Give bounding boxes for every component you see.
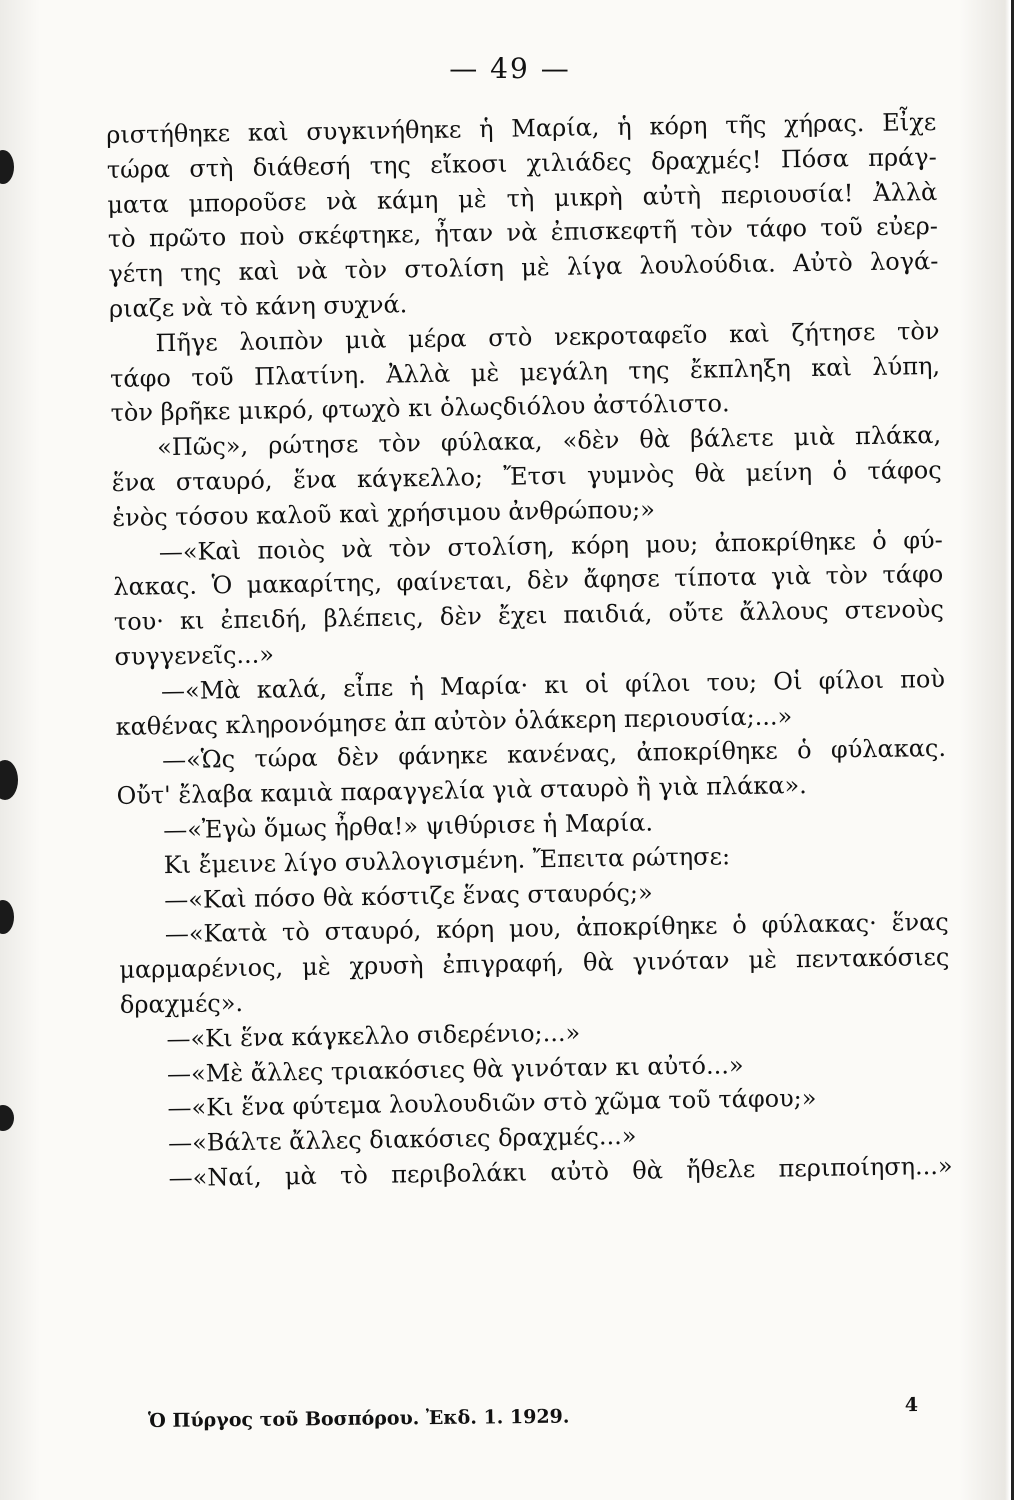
footer [148, 1393, 919, 1432]
text-line: τώρα στὴ διάθεσή της εἴκοσι χιλιάδες δραχμές! Πόσα πράγ- [106, 142, 937, 184]
text-line: γέτη της καὶ νὰ τὸν στολίση μὲ λίγα λουλούδια. Αὐτὸ λογά- [108, 247, 939, 289]
text-line: —«Μὲ ἄλλες τριακόσιες θὰ γινόταν κι αὐτό...» [166, 1050, 744, 1088]
text-line: —«Καὶ πόσο θὰ κόστιζε ἕνας σταυρός;» [164, 878, 653, 914]
text-line: δραχμές». [119, 988, 244, 1019]
text-line: Πῆγε λοιπὸν μιὰ μέρα στὸ νεκροταφεῖο καὶ ζήτησε τὸν [155, 316, 940, 358]
text-line: ἕνα σταυρό, ἕνα κάγκελλο; Ἔτσι γυμνὸς θὰ μείνη ὁ τάφος [111, 455, 942, 497]
text-line: Κι ἔμεινε λίγο συλλογισμένη. Ἔπειτα ρώτησε: [163, 842, 731, 879]
text-line: ριστήθηκε καὶ συγκινήθηκε ἡ Μαρία, ἡ κόρη τῆς χήρας. Εἶχε [106, 107, 937, 149]
binding-hole [0, 1105, 14, 1131]
text-line: ριαζε νὰ τὸ κάνη συχνά. [108, 290, 408, 323]
text-line: τὸ πρῶτο ποὺ σκέφτηκε, ἦταν νὰ ἐπισκεφτῆ τὸν τάφο τοῦ εὐερ- [107, 212, 939, 254]
text-line: —«Κι ἕνα κάγκελλο σιδερένιο;...» [166, 1018, 581, 1053]
text-line: μαρμαρένιος, μὲ χρυσὴ ἐπιγραφή, θὰ γινόταν μὲ πεντακόσιες [119, 942, 950, 985]
footer-source: Ὁ Πύργος τοῦ Βοσπόρου. Ἐκδ. 1. 1929. [148, 1405, 570, 1432]
signature-mark: 4 [904, 1393, 919, 1417]
text-line: —«Μὰ καλά, εἶπε ἡ Μαρία· κι οἱ φίλοι του; Οἱ φίλοι ποὺ [160, 664, 946, 705]
binding-hole [0, 150, 14, 184]
text-line: ἑνὸς τόσου καλοῦ καὶ χρήσιμου ἀνθρώπου;» [112, 495, 656, 532]
text-line: —«Ναί, μὰ τὸ περιβολάκι αὐτὸ θὰ ἤθελε περιποίηση...» [168, 1151, 953, 1193]
text-line: λακας. Ὁ μακαρίτης, φαίνεται, δὲν ἄφησε τίποτα γιὰ τὸν τάφο [113, 560, 944, 602]
text-line: ματα μποροῦσε νὰ κάμη μὲ τὴ μικρὴ αὐτὴ περιουσία! Ἀλλὰ [107, 177, 938, 219]
page-edge [1011, 0, 1014, 1500]
text-line: —«Ὡς τώρα δὲν φάνηκε κανένας, ἀποκρίθηκε ὁ φύλακας. [161, 734, 947, 775]
text-line: καθένας κληρονόμησε ἀπ αὐτὸν ὁλάκερη περιουσία;...» [115, 701, 793, 741]
binding-hole [0, 760, 18, 800]
text-line: —«Κατὰ τὸ σταυρό, κόρη μου, ἀποκρίθηκε ὁ φύλακας· ἕνας [164, 908, 949, 949]
body-text [106, 105, 953, 1197]
text-line: —«Κι ἕνα φύτεμα λουλουδιῶν στὸ χῶμα τοῦ τάφου;» [167, 1084, 817, 1123]
text-line: —«Βάλτε ἄλλες διακόσιες δραχμές...» [167, 1121, 637, 1158]
text-line: τάφο τοῦ Πλατίνη. Ἀλλὰ μὲ μεγάλη της ἔκπληξη καὶ λύπη, [109, 351, 941, 393]
text-line: συγγενεῖς...» [114, 640, 275, 671]
text-line: «Πῶς», ρώτησε τὸν φύλακα, «δὲν θὰ βάλετε μιὰ πλάκα, [156, 421, 942, 462]
text-line: —«Ἐγὼ ὅμως ἦρθα!» ψιθύρισε ἡ Μαρία. [162, 808, 654, 845]
text-line: τὸν βρῆκε μικρό, φτωχὸ κι ὁλωςδιόλου ἀστόλιστο. [110, 389, 730, 428]
binding-hole [0, 900, 14, 934]
text-line: —«Καὶ ποιὸς νὰ τὸν στολίση, κόρη μου; ἀποκρίθηκε ὁ φύ- [158, 525, 943, 566]
text-line: του· κι ἐπειδή, βλέπεις, δὲν ἔχει παιδιά, οὔτε ἄλλους στενοὺς [113, 595, 945, 637]
text-line: Οὔτ' ἔλαβα καμιὰ παραγγελία γιὰ σταυρὸ ἢ γιὰ πλάκα». [116, 771, 808, 811]
page-number: — 49 — [449, 52, 571, 85]
